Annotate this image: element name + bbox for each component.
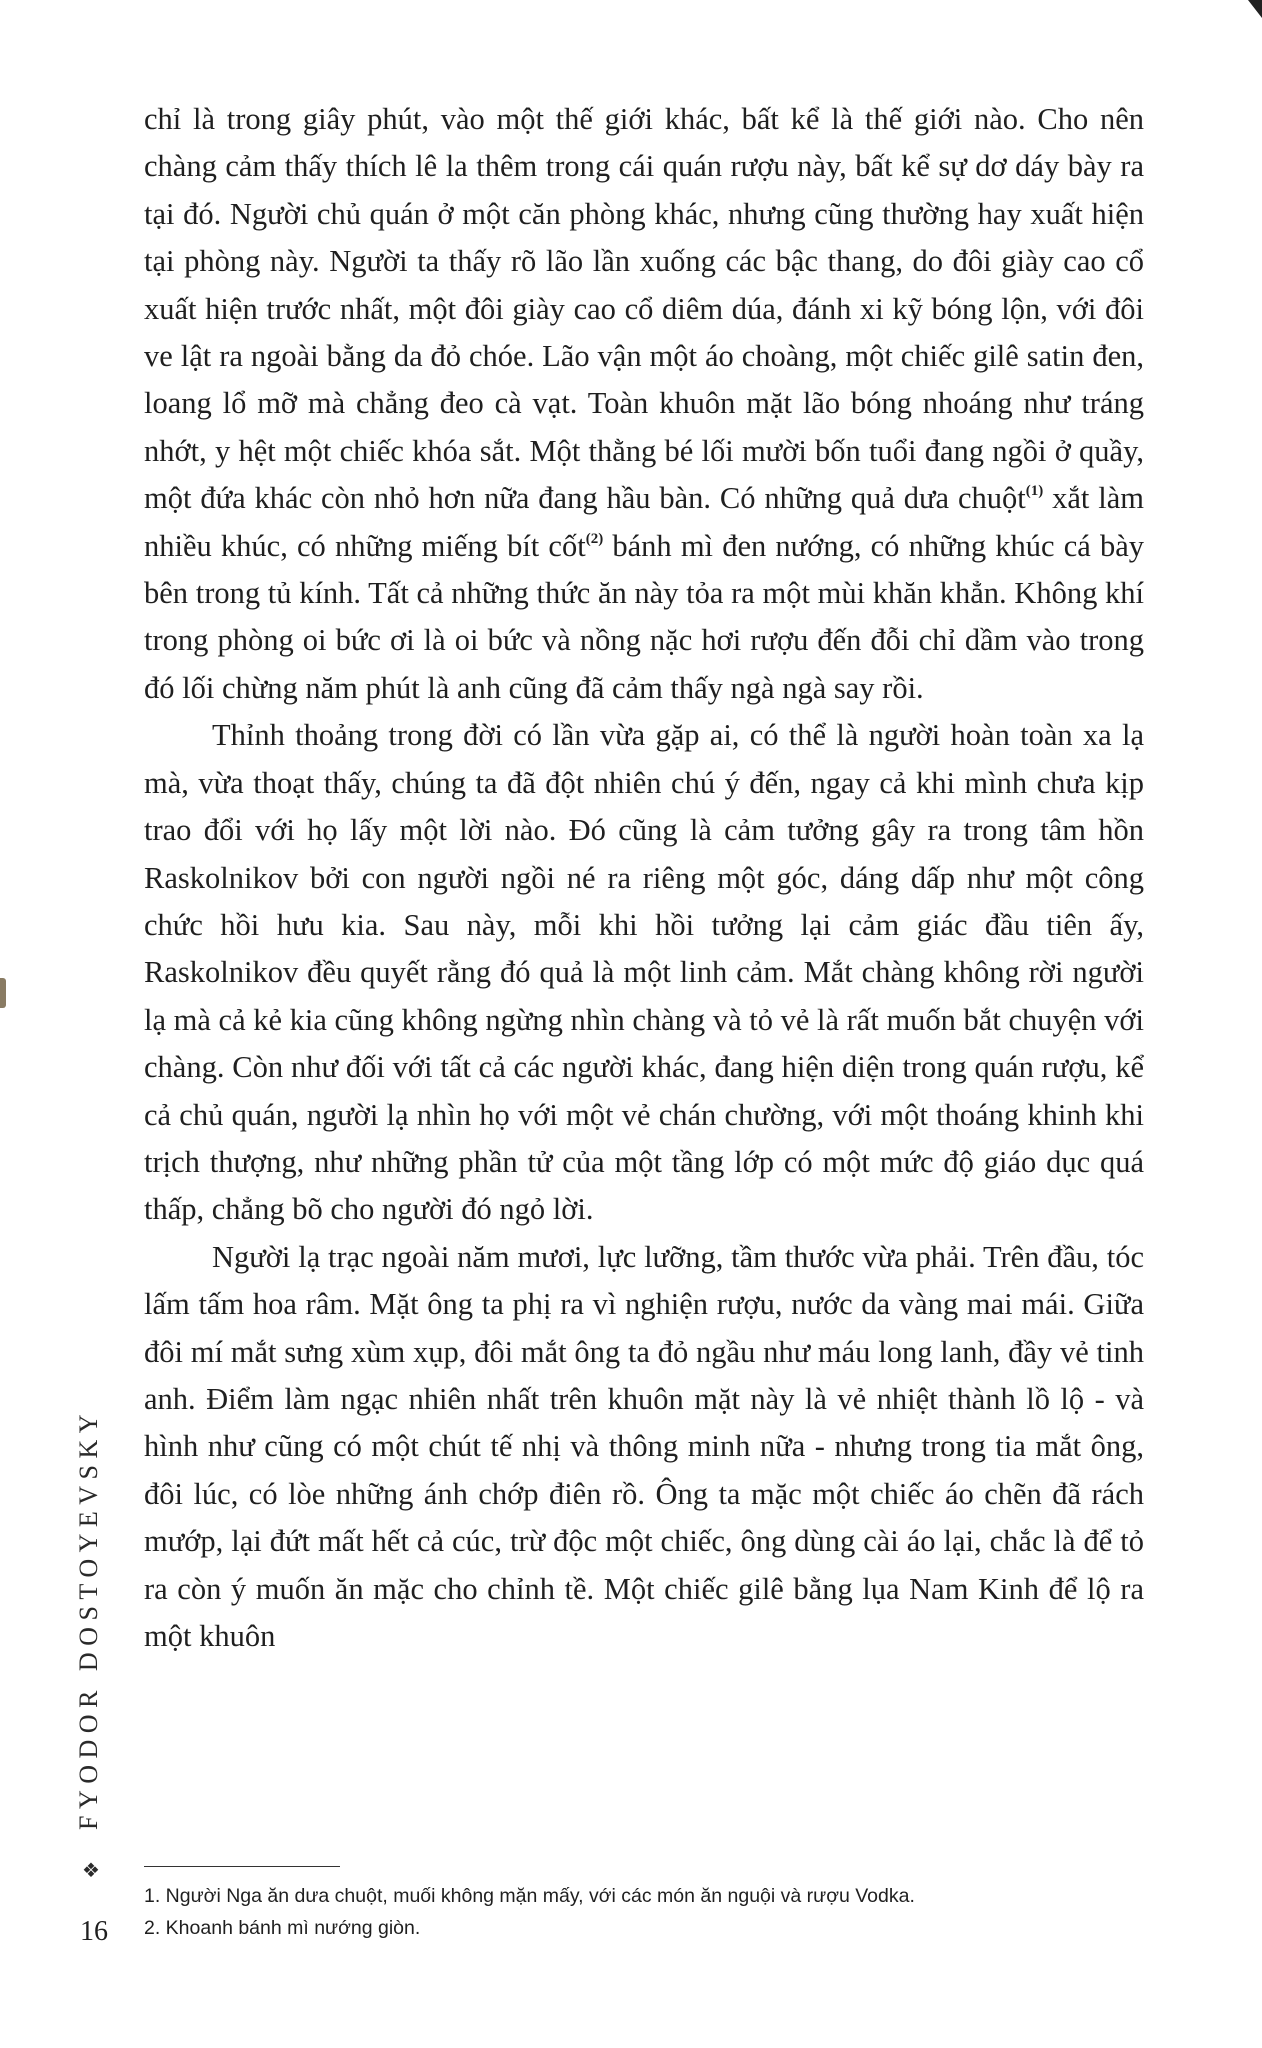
footnotes xyxy=(144,1880,1144,1944)
body-text xyxy=(144,96,1144,1660)
page-number: 16 xyxy=(80,1916,108,1947)
footnote-1: 1. Người Nga ăn dưa chuột, muối không mặn mấy, với các món ăn nguội và rượu Vodka. xyxy=(144,1885,915,1907)
footnote-ref-2: (2) xyxy=(585,530,604,547)
paragraph-3: Người lạ trạc ngoài năm mươi, lực lưỡng, tầm thước vừa phải. Trên đầu, tóc lấm tấm hoa râm. Mặt ông ta phị ra vì nghiện rượu, nước da vàng mai mái. Giữa đôi mí mắt sưng xùm xụp, đôi mắt ông ta đỏ ngầu như máu long lanh, đầy vẻ tinh anh. Điểm làm ngạc nhiên nhất trên khuôn mặt này là vẻ nhiệt thành lồ lộ - và hình như cũng có một chút tế nhị và thông minh nữa - nhưng trong tia mắt ông, đôi lúc, có lòe những ánh chớp điên rồ. Ông ta mặc một chiếc áo chẽn đã rách mướp, lại đứt mất hết cả cúc, trừ độc một chiếc, ông dùng cài áo lại, chắc là để tỏ ra còn ý muốn ăn mặc cho chỉnh tề. Một chiếc gilê bằng lụa Nam Kinh để lộ ra một khuôn xyxy=(144,1239,1144,1653)
footnote-divider xyxy=(144,1866,340,1867)
paragraph-1-part-1: chỉ là trong giây phút, vào một thế giới khác, bất kể là thế giới nào. Cho nên chàng cảm thấy thích lê la thêm trong cái quán rượu này, bất kể sự dơ dáy bày ra tại đó. Người chủ quán ở một căn phòng khác, nhưng cũng thường hay xuất hiện tại phòng này. Người ta thấy rõ lão lần xuống các bậc thang, do đôi giày cao cổ xuất hiện trước nhất, một đôi giày cao cổ diêm dúa, đánh xi kỹ bóng lộn, với đôi ve lật ra ngoài bằng da đỏ chóe. Lão vận một áo choàng, một chiếc gilê satin đen, loang lổ mỡ mà chẳng đeo cà vạt. Toàn khuôn mặt lão bóng nhoáng như tráng nhớt, y hệt một chiếc khóa sắt. Một thằng bé lối mười bốn tuổi đang ngồi ở quầy, một đứa khác còn nhỏ hơn nữa đang hầu bàn. Có những quả dưa chuột xyxy=(144,102,1144,516)
paragraph-2: Thỉnh thoảng trong đời có lần vừa gặp ai, có thể là người hoàn toàn xa lạ mà, vừa thoạt thấy, chúng ta đã đột nhiên chú ý đến, ngay cả khi mình chưa kịp trao đổi với họ lấy một lời nào. Đó cũng là cảm tưởng gây ra trong tâm hồn Raskolnikov bởi con người ngồi né ra riêng một góc, dáng dấp như một công chức hồi hưu kia. Sau này, mỗi khi hồi tưởng lại cảm giác đầu tiên ấy, Raskolnikov đều quyết rằng đó quả là một linh cảm. Mắt chàng không rời người lạ mà cả kẻ kia cũng không ngừng nhìn chàng và tỏ vẻ là rất muốn bắt chuyện với chàng. Còn như đối với tất cả các người khác, đang hiện diện trong quán rượu, kể cả chủ quán, người lạ nhìn họ với một vẻ chán chường, với một thoáng khinh khi trịch thượng, như những phần tử của một tầng lớp có một mức độ giáo dục quá thấp, chẳng bõ cho người đó ngỏ lời. xyxy=(144,718,1144,1227)
paragraph-1 xyxy=(144,96,1144,712)
footnote-ref-1: (1) xyxy=(1025,483,1044,500)
page-corner-mark xyxy=(1248,0,1262,18)
paragraph-1-part-2: xắt làm nhiều khúc, có những miếng bít cốt xyxy=(144,481,1144,563)
paragraph-1-part-3: bánh mì đen nướng, có những khúc cá bày bên trong tủ kính. Tất cả những thức ăn này tỏa ra một mùi khăn khẳn. Không khí trong phòng oi bức ơi là oi bức và nồng nặc hơi rượu đến đỗi chỉ dầm vào trong đó lối chừng năm phút là anh cũng đã cảm thấy ngà ngà say rồi. xyxy=(144,528,1144,705)
running-head-author: FYODOR DOSTOYEVSKY xyxy=(74,1407,103,1830)
ornament-icon: ❖ xyxy=(82,1858,100,1882)
page-edge-mark xyxy=(0,978,6,1008)
footnote-2: 2. Khoanh bánh mì nướng giòn. xyxy=(144,1917,421,1939)
